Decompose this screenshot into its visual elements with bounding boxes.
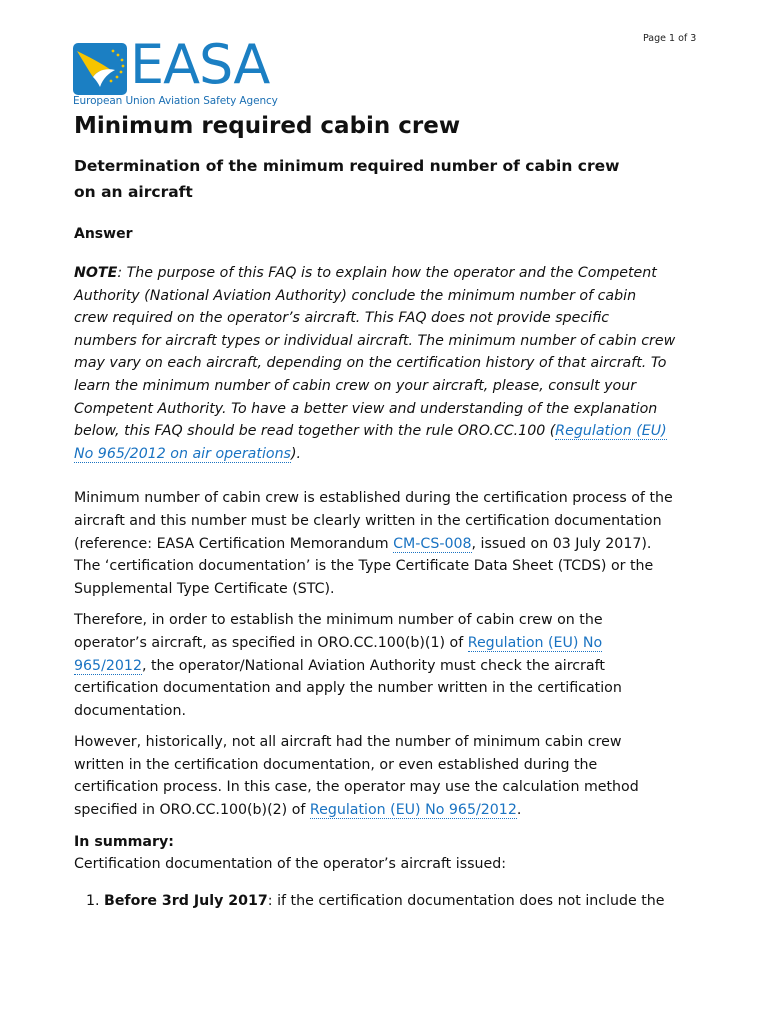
list-item-text: : if the certification documentation does not include the (267, 892, 665, 909)
paragraph-historically (74, 731, 698, 821)
note-line: : The purpose of this FAQ is to explain how the operator and the Competent (117, 265, 657, 281)
text-line: Supplemental Type Certificate (STC). (74, 580, 335, 597)
text-line: specified in ORO.CC.100(b)(2) of (74, 802, 310, 819)
easa-logo[interactable] (73, 33, 283, 111)
page-subtitle (74, 153, 694, 205)
list-item-bold: Before 3rd July 2017 (104, 892, 268, 909)
note-line: learn the minimum number of cabin crew on your aircraft, please, consult your (74, 377, 637, 394)
text-line: The ‘certification documentation’ is the Type Certificate Data Sheet (TCDS) or the (74, 558, 654, 575)
note-line: below, this FAQ should be read together with the rule ORO.CC.100 ( (74, 423, 556, 440)
subtitle-line-2: on an aircraft (74, 183, 193, 201)
page-title: Minimum required cabin crew (74, 113, 461, 139)
answer-heading: Answer (74, 226, 133, 242)
text-line: However, historically, not all aircraft had the number of minimum cabin crew (74, 734, 622, 751)
note-line: Competent Authority. To have a better view and understanding of the explanation (74, 400, 658, 417)
note-line: crew required on the operator’s aircraft. This FAQ does not provide specific (74, 310, 610, 327)
text-line: , the operator/National Aviation Authority must check the aircraft (141, 657, 605, 674)
page-number: Page 1 of 3 (643, 33, 697, 44)
summary-heading: In summary: (74, 833, 174, 850)
text-line: . (516, 802, 522, 819)
bird-emblem-icon (73, 43, 127, 95)
text-line: documentation. (74, 702, 186, 719)
subtitle-line-1: Determination of the minimum required number of cabin crew (74, 157, 620, 175)
list-item (104, 890, 698, 913)
text-line: Minimum number of cabin crew is established during the certification process of the (74, 490, 673, 507)
faq-content (74, 110, 698, 912)
text-line: Therefore, in order to establish the minimum number of cabin crew on the (74, 612, 603, 629)
regulation-link[interactable]: No 965/2012 on air operations (74, 445, 291, 462)
note-line: may vary on each aircraft, depending on the certification history of that aircraft. To (74, 355, 667, 372)
text-line: operator’s aircraft, as specified in ORO.CC.100(b)(1) of (74, 634, 468, 651)
text-line: , issued on 03 July 2017). (471, 535, 652, 552)
text-line: aircraft and this number must be clearly written in the certification documentation (74, 512, 662, 529)
note-line: ). (290, 445, 301, 462)
summary-list (74, 890, 698, 913)
text-line: (reference: EASA Certification Memorandum (74, 535, 394, 552)
note-line: Authority (National Aviation Authority) conclude the minimum number of cabin (74, 287, 637, 304)
regulation-link[interactable]: Regulation (EU) (555, 423, 667, 440)
paragraph-therefore (74, 609, 698, 722)
regulation-link[interactable]: Regulation (EU) No (467, 634, 603, 651)
logo-wordmark: EASA (130, 33, 270, 96)
note-paragraph (74, 262, 698, 465)
paragraph-certification (74, 487, 698, 600)
text-line: certification process. In this case, the operator may use the calculation method (74, 779, 639, 796)
note-line: numbers for aircraft types or individual aircraft. The minimum number of cabin crew (74, 332, 676, 349)
text-line: written in the certification documentation, or even established during the (74, 756, 598, 773)
text-line: certification documentation and apply the number written in the certification (74, 680, 622, 697)
note-label: NOTE (74, 265, 118, 281)
regulation-link[interactable]: Regulation (EU) No 965/2012 (309, 802, 517, 819)
regulation-link[interactable]: 965/2012 (74, 657, 142, 674)
summary-text: Certification documentation of the operator’s aircraft issued: (74, 856, 506, 873)
cm-cs-008-link[interactable]: CM-CS-008 (393, 535, 472, 552)
logo-tagline: European Union Aviation Safety Agency (73, 95, 278, 107)
